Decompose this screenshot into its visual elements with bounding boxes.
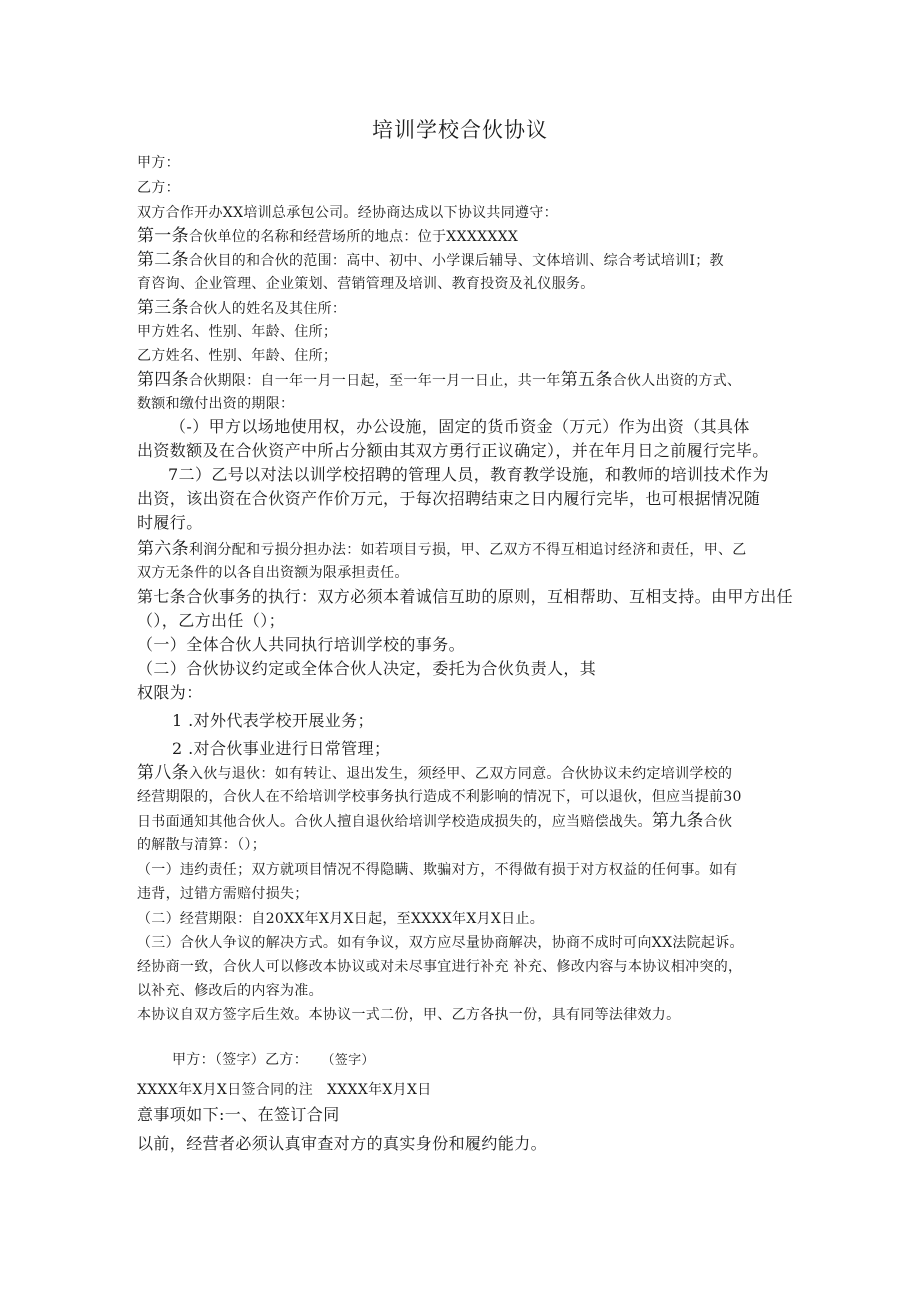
- article-7-item-1: （一）全体合伙人共同执行培训学校的事务。: [137, 635, 466, 654]
- article-2-text: 合伙目的和合伙的范围：高中、初中、小学课后辅导、文体培训、综合考试培训I；教: [188, 253, 724, 269]
- article-7-item-2: （二）合伙协议约定或全体合伙人决定，委托为合伙负责人，其: [137, 659, 597, 678]
- article-1-text: 合伙单位的名称和经营场所的地点：位于XXXXXXX: [188, 229, 519, 245]
- effective-clause: 本协议自双方签字后生效。本协议一式二份，甲、乙方各执一份，具有同等法律效力。: [137, 1007, 681, 1023]
- article-5-para-2-line-1: 7二）乙号以对法以训学校招聘的管理人员，教育教学设施，和教师的培训技术作为: [168, 465, 769, 484]
- notes-line-2: 以前，经营者必须认真审查对方的真实身份和履约能力。: [137, 1134, 548, 1153]
- date-a: XXXX年X月X日签合同的注: [137, 1082, 314, 1098]
- article-9-item-2: （二）经营期限：自20XX年X月X日起，至XXXX年X月X日止。: [137, 911, 545, 927]
- article-9-item-1-continued: 违背，过错方需赔付损失；: [137, 886, 309, 902]
- article-7-line-2: （），乙方出任（）；: [137, 611, 286, 630]
- article-4: [137, 370, 741, 391]
- article-9-text: 合伙: [703, 814, 733, 830]
- article-6-continued: 双方无条件的以各自出资额为限承担责任。: [137, 565, 409, 581]
- article-3: [137, 298, 346, 319]
- article-9-continued: 的解散与清算：（）；: [137, 837, 266, 853]
- article-8-line-3-text: 日书面通知其他合伙人。合伙人擅自退伙给培训学校造成损失的，应当赔偿战失。: [137, 814, 652, 830]
- article-5-para-2-line-3: 时履行。: [137, 513, 203, 532]
- article-9-item-3-line-2: 经协商一致，合伙人可以修改本协议或对未尽事宜进行补充 补充、修改内容与本协议相冲突的，: [137, 959, 743, 975]
- article-8-text: 入伙与退伙：如有转让、退出发生，须经甲、乙双方同意。合伙协议未约定培训学校的: [188, 766, 733, 782]
- article-2-heading: 第二条: [137, 250, 189, 270]
- article-3-party-a: 甲方姓名、性别、年龄、住所；: [137, 324, 338, 340]
- article-7-sub-1: 1 .对外代表学校开展业务；: [172, 711, 374, 730]
- article-3-text: 合伙人的姓名及其住所：: [188, 301, 347, 317]
- article-2-continued: 育咨询、企业管理、企业策划、营销管理及培训、教育投资及礼仪服务。: [137, 276, 595, 292]
- party-a-line: 甲方：: [137, 155, 180, 171]
- article-7-line-1: 第七条合伙事务的执行：双方必须本着诚信互助的原则，互相帮助、互相支持。由甲方出任: [137, 587, 794, 606]
- article-7-item-2-continued: 权限为：: [137, 683, 203, 702]
- article-6: [137, 539, 747, 560]
- signature-line: [172, 1050, 375, 1071]
- article-6-heading: 第六条: [137, 539, 189, 559]
- article-3-heading: 第三条: [137, 298, 189, 318]
- article-9-item-1: （一）违约责任；双方就项目情况不得隐瞒、欺骗对方，不得做有损于对方权益的任何事。如有: [137, 862, 738, 878]
- date-b: XXXX年X月X日: [327, 1082, 432, 1098]
- party-b-line: 乙方：: [137, 180, 180, 196]
- signature-b: （签字）: [328, 1053, 375, 1068]
- article-6-text: 利润分配和亏损分担办法：如若项目亏损，甲、乙双方不得互相追讨经济和责任，甲、乙: [188, 542, 747, 558]
- article-5-para-2-line-2: 出资，该出资在合伙资产作价万元，于每次招聘结束之日内履行完毕，也可根据情况随: [137, 489, 761, 508]
- article-5-heading: 第五条: [560, 370, 613, 390]
- document-title: 培训学校合伙协议: [372, 118, 548, 142]
- article-8-line-3: [137, 811, 732, 832]
- article-4-text: 合伙期限：自一年一月一日起，至一年一月一日止，共一年: [188, 373, 561, 389]
- article-4-heading: 第四条: [137, 370, 189, 390]
- intro-line: 双方合作开办XX培训总承包公司。经协商达成以下协议共同遵守：: [137, 205, 558, 221]
- article-1: [137, 226, 518, 247]
- article-5-continued: 数额和缴付出资的期限：: [137, 396, 295, 412]
- notes-line-1: 意事项如下:一、在签订合同: [137, 1105, 340, 1124]
- article-9-item-3: （三）合伙人争议的解决方式。如有争议，双方应尽量协商解决，协商不成时可向XX法院起诉。: [137, 935, 744, 951]
- article-5-para-1-line-1: （-）甲方以场地使用权，办公设施，固定的货币资金（万元）作为出资（其具体: [170, 417, 750, 436]
- article-8-heading: 第八条: [137, 763, 189, 783]
- article-7-sub-2: 2 .对合伙事业进行日常管理；: [172, 739, 391, 758]
- article-5-para-1-line-2: 出资数额及在合伙资产中所占分额由其双方勇行正议确定），并在年月日之前履行完毕。: [137, 441, 769, 460]
- signature-parties: 甲方：（签字）乙方：: [172, 1052, 308, 1068]
- article-8: [137, 763, 732, 784]
- article-5-text: 合伙人出资的方式、: [612, 373, 742, 389]
- article-9-item-3-line-3: 以补充、修改后的内容为准。: [137, 983, 323, 999]
- article-8-line-2: 经营期限的，合伙人在不给培训学校事务执行造成不利影响的情况下，可以退伙，但应当提前30: [137, 789, 742, 805]
- article-3-party-b: 乙方姓名、性别、年龄、住所；: [137, 348, 338, 364]
- article-9-heading: 第九条: [651, 811, 704, 831]
- article-1-heading: 第一条: [137, 226, 189, 246]
- date-line: [137, 1080, 432, 1100]
- article-2: [137, 250, 724, 271]
